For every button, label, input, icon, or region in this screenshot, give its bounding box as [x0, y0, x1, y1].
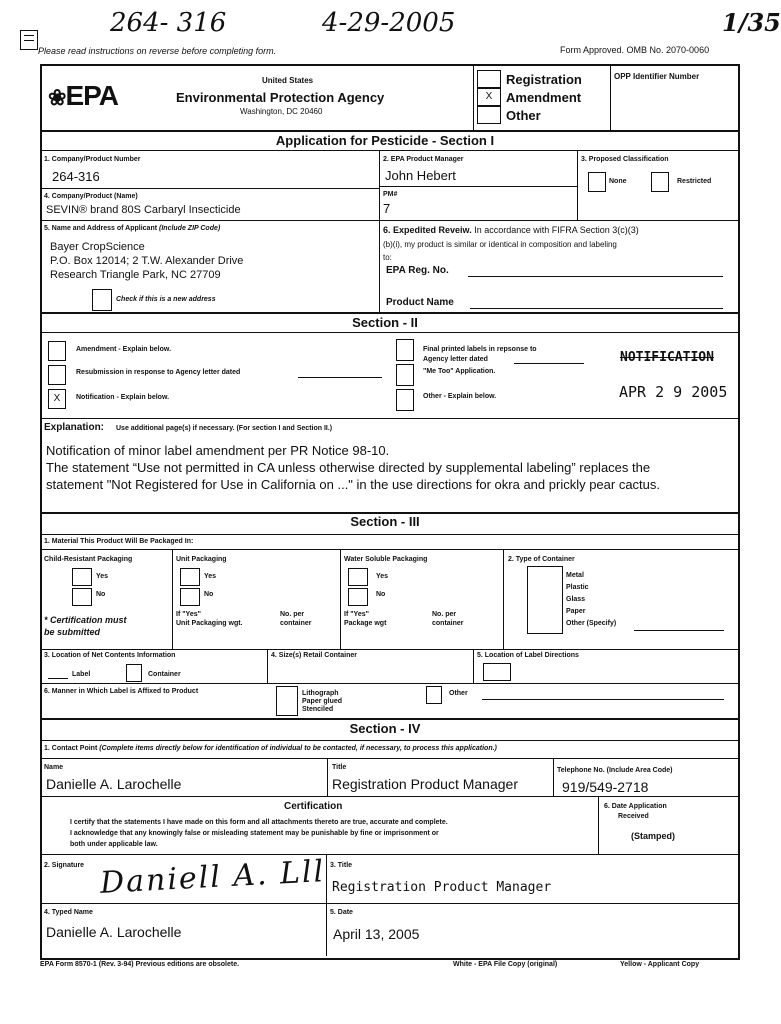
explanation-note: Use additional page(s) if necessary. (For section I and Section II.) [116, 425, 333, 432]
classification-restricted-checkbox[interactable] [651, 172, 669, 192]
certification-statement: I certify that the statements I have made on this form and all attachments thereto are true, accurate and complete. I acknowledge that any knowingly false or misleading statement may be punishable by fine or imprisonment or both under applicable law. [70, 819, 448, 848]
retail-container-size-label: 4. Size(s) Retail Container [271, 652, 357, 659]
contact-title-label: Title [332, 764, 347, 771]
agency-address: Washington, DC 20460 [240, 107, 323, 116]
affix-other-label: Other [449, 690, 468, 697]
expedited-review-text-3: to: [383, 253, 392, 262]
company-product-number-label: 1. Company/Product Number [44, 156, 141, 163]
contact-point-label: 1. Contact Point (Complete items directly below for identification of individual to be contacted, if necessary, to process this application.) [44, 745, 497, 752]
section-3-title: Section - III [350, 514, 420, 529]
signature: Daniell A. Lll [99, 854, 326, 901]
container-type-list: Metal Plastic Glass Paper Other (Specify) [566, 572, 617, 627]
contact-title: Registration Product Manager [332, 776, 518, 792]
section-4-title: Section - IV [349, 721, 421, 736]
wsp-no-checkbox[interactable] [348, 588, 368, 606]
final-labels-date-input[interactable] [514, 363, 584, 364]
certification-note: * Certification must be submitted [44, 615, 127, 637]
signature-date: April 13, 2005 [333, 926, 420, 942]
expedited-review-text: 6. Expedited Reveiw. In accordance with FIFRA Section 3(c)(3) [383, 225, 639, 235]
notification-checkbox[interactable]: X [48, 389, 66, 409]
amendment-explain-label: Amendment - Explain below. [76, 346, 172, 353]
classification-none-checkbox[interactable] [588, 172, 606, 192]
wsp-no-label: No [376, 591, 386, 598]
label-blank-input[interactable] [48, 678, 68, 679]
pm-number: 7 [383, 201, 391, 216]
water-soluble-label: Water Soluble Packaging [344, 556, 428, 563]
registration-option: Registration [506, 72, 582, 87]
material-label: 1. Material This Product Will Be Packaged In: [44, 538, 194, 545]
title-label: 3. Title [330, 862, 353, 869]
epa-logo: ❀EPA [48, 80, 118, 111]
date-received-label: 6. Date Application Received [604, 803, 667, 820]
epa-flower-icon: ❀ [48, 85, 66, 110]
label-affix-label: 6. Manner in Which Label is Affixed to Product [44, 688, 199, 695]
contact-name-label: Name [44, 764, 64, 771]
handwritten-date: 4-29-2005 [322, 8, 456, 38]
me-too-label: "Me Too" Application. [423, 368, 496, 375]
unit-no-checkbox[interactable] [180, 588, 200, 606]
handwritten-reg-number: 264- 316 [110, 8, 227, 38]
section-2-title: Section - II [352, 315, 418, 330]
new-address-checkbox[interactable] [92, 289, 112, 311]
telephone-label: Telephone No. (Include Area Code) [557, 767, 673, 774]
handwritten-page: 1/35 [722, 8, 781, 37]
explanation-text: Notification of minor label amendment per PR Notice 98-10. The statement “Use not permitted in CA unless otherwise directed by supplemental labeling” replaces the statement "Not Registered for Use in California on ..." in the use directions for okra and prickly pear cactus. [46, 443, 661, 492]
unit-yes-label: Yes [204, 573, 217, 580]
label-directions-input[interactable] [483, 663, 511, 681]
label-option: Label [72, 671, 91, 678]
registration-checkbox[interactable] [477, 70, 501, 88]
classification-restricted-label: Restricted [677, 178, 712, 185]
certification-title: Certification [284, 801, 343, 812]
company-product-number: 264-316 [52, 169, 100, 184]
other-checkbox[interactable] [477, 106, 501, 124]
typed-name: Danielle A. Larochelle [46, 924, 182, 940]
crp-yes-checkbox[interactable] [72, 568, 92, 586]
product-manager: John Hebert [385, 168, 456, 183]
unit-number-per-container-label: No. per container [280, 611, 312, 627]
wsp-yes-label: Yes [376, 573, 389, 580]
package-weight-label: If "Yes" Package wgt [344, 611, 387, 627]
opp-identifier-label: OPP Identifier Number [614, 72, 700, 81]
notification-stamp-title: NOTIFICATION [620, 350, 714, 365]
crp-yes-label: Yes [96, 573, 109, 580]
new-address-label: Check if this is a new address [116, 296, 216, 303]
amendment-option: Amendment [506, 90, 582, 105]
final-labels-label: Final printed labels in repsonse to Agency letter dated [423, 346, 537, 363]
typed-name-label: 4. Typed Name [44, 909, 93, 916]
crp-no-label: No [96, 591, 106, 598]
white-copy-note: White - EPA File Copy (original) [453, 961, 558, 968]
epa-reg-no-label: EPA Reg. No. [386, 265, 449, 276]
stamped-label: (Stamped) [631, 831, 676, 841]
date-label: 5. Date [330, 909, 353, 916]
affix-other-input[interactable] [482, 699, 724, 700]
product-name: SEVIN® brand 80S Carbaryl Insecticide [46, 204, 241, 216]
container-option: Container [148, 671, 181, 678]
other-container-input[interactable] [634, 630, 724, 631]
pm-number-label: PM# [383, 191, 398, 198]
me-too-checkbox[interactable] [396, 364, 414, 386]
resubmission-checkbox[interactable] [48, 365, 66, 385]
omb-approval: Form Approved. OMB No. 2070-0060 [560, 45, 710, 55]
product-manager-label: 2. EPA Product Manager [383, 156, 464, 163]
amendment-checkbox[interactable]: X [477, 88, 501, 106]
other-option: Other [506, 108, 541, 123]
resubmission-label: Resubmission in response to Agency letter dated [76, 369, 241, 376]
us-label: United States [262, 76, 314, 85]
other-explain-label: Other - Explain below. [423, 393, 497, 400]
explanation-label: Explanation: [44, 422, 105, 433]
document-icon [20, 30, 38, 50]
wsp-number-per-container-label: No. per container [432, 611, 464, 627]
unit-yes-checkbox[interactable] [180, 568, 200, 586]
yellow-copy-note: Yellow - Applicant Copy [620, 961, 700, 968]
affix-other-checkbox[interactable] [426, 686, 442, 704]
notification-label: Notification - Explain below. [76, 394, 170, 401]
net-contents-label: 3. Location of Net Contents Information [44, 652, 176, 659]
container-type-checkboxes[interactable] [527, 566, 563, 634]
wsp-yes-checkbox[interactable] [348, 568, 368, 586]
notification-stamp-date: APR 2 9 2005 [619, 383, 728, 401]
resubmission-date-input[interactable] [298, 377, 382, 378]
other-explain-checkbox[interactable] [396, 389, 414, 411]
product-name-field-label: Product Name [386, 297, 454, 308]
agency-name: Environmental Protection Agency [176, 90, 385, 105]
signature-label: 2. Signature [44, 862, 85, 869]
product-name-label: 4. Company/Product (Name) [44, 193, 138, 200]
epa-reg-no-input[interactable] [468, 276, 723, 277]
applicant-address: Bayer CropScience P.O. Box 12014; 2 T.W. Alexander Drive Research Triangle Park, NC 27709 [50, 241, 244, 281]
container-option-checkbox[interactable] [126, 664, 142, 682]
instructions-text: Please read instructions on reverse before completing form. [38, 46, 277, 56]
form-number: EPA Form 8570-1 (Rev. 3-94) Previous editions are obsolete. [40, 961, 240, 968]
classification-label: 3. Proposed Classification [581, 156, 669, 163]
unit-no-label: No [204, 591, 214, 598]
unit-packaging-label: Unit Packaging [176, 556, 227, 563]
amendment-explain-checkbox[interactable] [48, 341, 66, 361]
expedited-product-name-input[interactable] [470, 308, 723, 309]
final-labels-checkbox[interactable] [396, 339, 414, 361]
section-1-title: Application for Pesticide - Section I [275, 133, 495, 148]
unit-packaging-weight-label: If "Yes" Unit Packaging wgt. [176, 611, 243, 627]
expedited-review-text-2: (b)(i), my product is similar or identical in composition and labeling [383, 240, 617, 249]
affix-methods: Lithograph Paper glued Stenciled [302, 690, 343, 713]
contact-name: Danielle A. Larochelle [46, 776, 182, 792]
classification-none-label: None [609, 178, 627, 185]
crp-no-checkbox[interactable] [72, 588, 92, 606]
signer-title: Registration Product Manager [332, 880, 552, 895]
label-directions-label: 5. Location of Label Directions [477, 652, 579, 659]
applicant-address-label: 5. Name and Address of Applicant (Include ZIP Code) [44, 225, 221, 232]
container-type-label: 2. Type of Container [508, 556, 575, 563]
telephone-number: 919/549-2718 [562, 779, 649, 795]
affix-method-checkboxes[interactable] [276, 686, 298, 716]
child-resistant-label: Child-Resistant Packaging [44, 556, 133, 563]
